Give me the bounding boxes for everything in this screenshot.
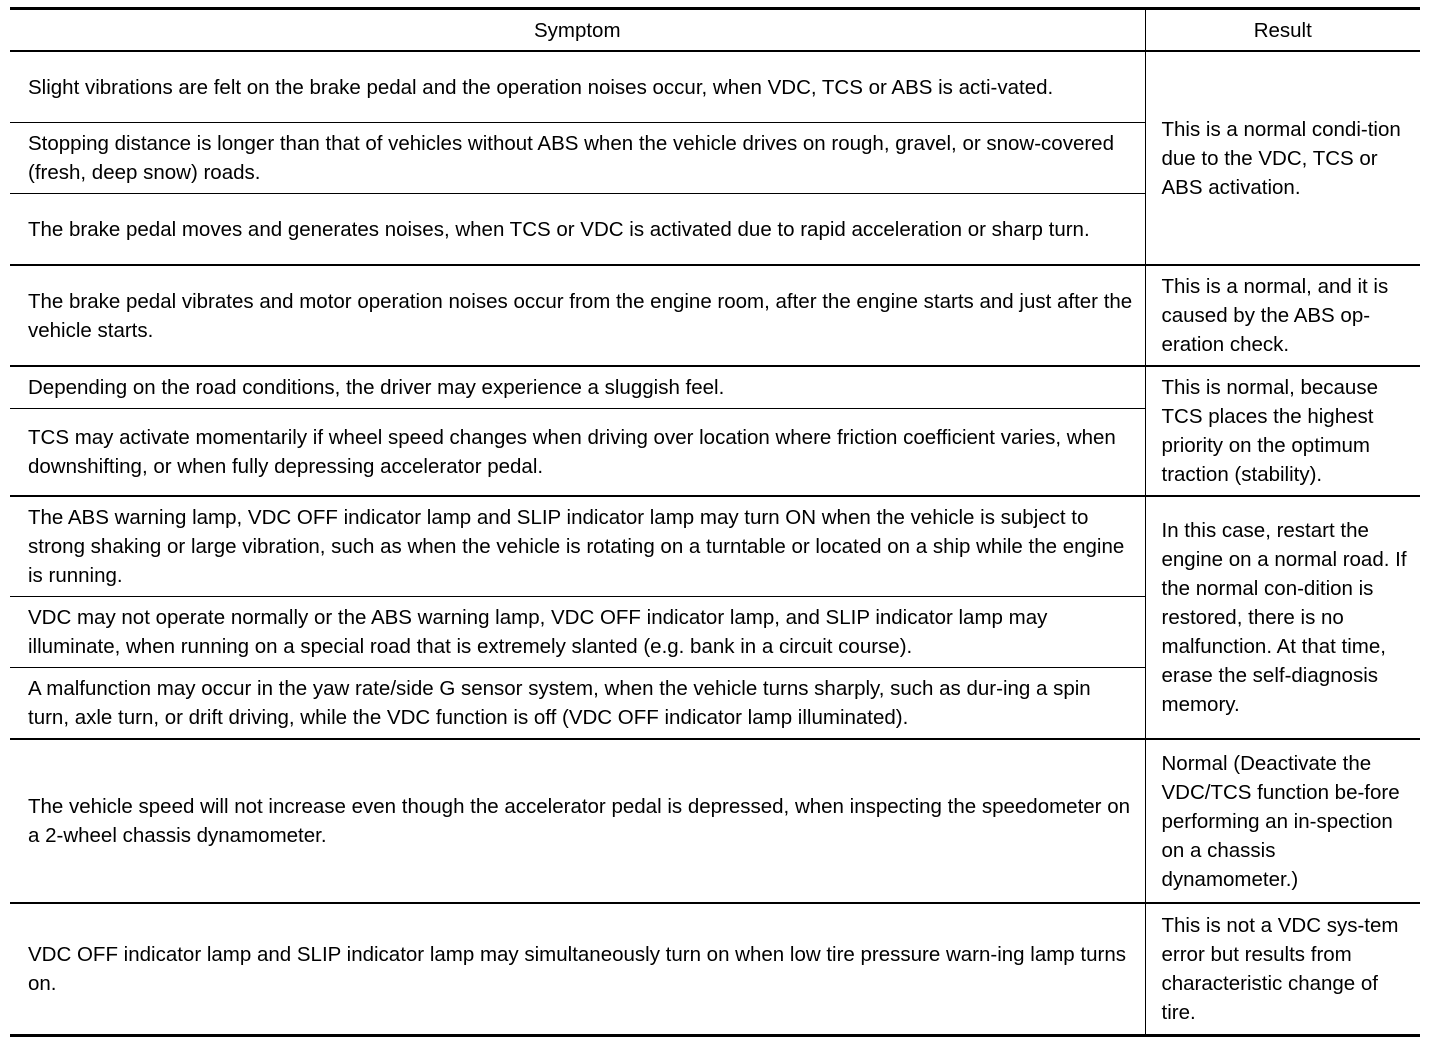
- symptom-cell: Stopping distance is longer than that of vehicles without ABS when the vehicle drives on rough, gravel, or snow-covered (fresh, deep snow) roads.: [10, 123, 1145, 194]
- symptom-cell: TCS may activate momentarily if wheel speed changes when driving over location where friction coefficient varies, when downshifting, or when fully depressing accelerator pedal.: [10, 409, 1145, 497]
- symptom-cell: The vehicle speed will not increase even though the accelerator pedal is depressed, when inspecting the speedometer on a 2-wheel chassis dynamometer.: [10, 739, 1145, 903]
- symptom-cell: A malfunction may occur in the yaw rate/side G sensor system, when the vehicle turns sharply, such as dur-ing a spin turn, axle turn, or drift driving, while the VDC function is off (VDC OFF indicator lamp illuminated).: [10, 668, 1145, 740]
- symptom-cell: The brake pedal moves and generates noises, when TCS or VDC is activated due to rapid acceleration or sharp turn.: [10, 194, 1145, 266]
- table-row: [10, 366, 1420, 409]
- symptom-cell: The brake pedal vibrates and motor operation noises occur from the engine room, after the engine starts and just after the vehicle starts.: [10, 265, 1145, 366]
- result-cell: Normal (Deactivate the VDC/TCS function be-fore performing an in-spection on a chassis dynamometer.): [1145, 739, 1420, 903]
- table-header-row: [10, 9, 1420, 52]
- table-row: [10, 265, 1420, 366]
- result-cell: This is a normal condi-tion due to the VDC, TCS or ABS activation.: [1145, 51, 1420, 265]
- table-row: [10, 739, 1420, 903]
- result-cell: This is normal, because TCS places the highest priority on the optimum traction (stability).: [1145, 366, 1420, 496]
- symptom-cell: VDC may not operate normally or the ABS warning lamp, VDC OFF indicator lamp, and SLIP indicator lamp may illuminate, when running on a special road that is extremely slanted (e.g. bank in a circuit course).: [10, 597, 1145, 668]
- symptom-result-table: [10, 7, 1420, 1037]
- symptom-cell: Depending on the road conditions, the driver may experience a sluggish feel.: [10, 366, 1145, 409]
- symptom-column-header: Symptom: [10, 9, 1145, 52]
- symptom-cell: The ABS warning lamp, VDC OFF indicator lamp and SLIP indicator lamp may turn ON when the vehicle is subject to strong shaking or large vibration, such as when the vehicle is rotating on a turntable or located on a ship while the engine is running.: [10, 496, 1145, 597]
- result-cell: This is not a VDC sys-tem error but results from characteristic change of tire.: [1145, 903, 1420, 1036]
- symptom-cell: VDC OFF indicator lamp and SLIP indicator lamp may simultaneously turn on when low tire pressure warn-ing lamp turns on.: [10, 903, 1145, 1036]
- result-cell: In this case, restart the engine on a normal road. If the normal con-dition is restored, there is no malfunction. At that time, erase the self-diagnosis memory.: [1145, 496, 1420, 739]
- table-row: [10, 51, 1420, 123]
- table-row: [10, 903, 1420, 1036]
- table-row: [10, 496, 1420, 597]
- result-cell: This is a normal, and it is caused by the ABS op-eration check.: [1145, 265, 1420, 366]
- result-column-header: Result: [1145, 9, 1420, 52]
- symptom-cell: Slight vibrations are felt on the brake pedal and the operation noises occur, when VDC, TCS or ABS is acti-vated.: [10, 51, 1145, 123]
